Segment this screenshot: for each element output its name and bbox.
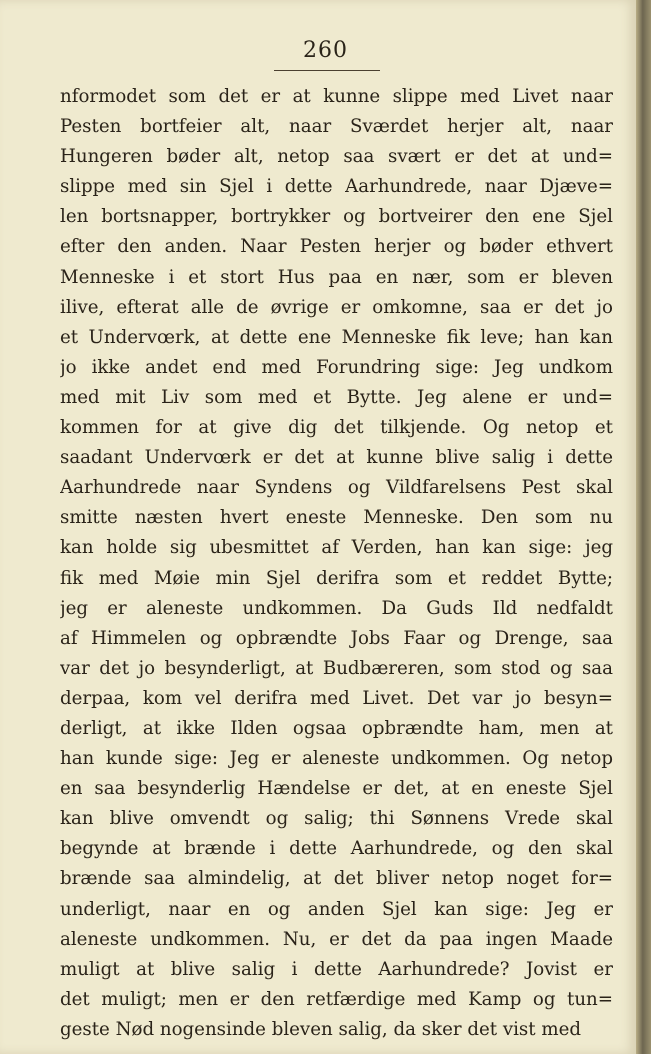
text-line: af Himmelen og opbrændte Jobs Faar og Drenge, saa <box>60 627 613 649</box>
text-line: fik med Møie min Sjel derifra som et reddet Bytte; <box>60 567 613 589</box>
text-line: Menneske i et stort Hus paa en nær, som er bleven <box>60 266 613 288</box>
text-line: Pesten bortfeier alt, naar Sværdet herjer alt, naar <box>60 116 613 138</box>
text-line: brænde saa almindelig, at det bliver netop noget for= <box>60 868 613 890</box>
text-line: det muligt; men er den retfærdige med Kamp og tun= <box>60 988 613 1010</box>
text-line: med mit Liv som med et Bytte. Jeg alene er und= <box>60 386 613 408</box>
text-line: jeg er aleneste undkommen. Da Guds Ild nedfaldt <box>60 597 613 619</box>
text-line: Aarhundrede naar Syndens og Vildfarelsens Pest skal <box>60 477 613 499</box>
text-line: slippe med sin Sjel i dette Aarhundrede, naar Djæve= <box>60 176 613 198</box>
text-line: Hungeren bøder alt, netop saa svært er det at und= <box>60 146 613 168</box>
header-rule <box>274 70 380 71</box>
text-line: underligt, naar en og anden Sjel kan sige: Jeg er <box>60 898 613 920</box>
text-line: han kunde sige: Jeg er aleneste undkommen. Og netop <box>60 748 613 770</box>
body-text <box>60 82 613 1045</box>
text-line: derligt, at ikke Ilden ogsaa opbrændte ham, men at <box>60 717 613 739</box>
text-line: nformodet som det er at kunne slippe med Livet naar <box>60 86 613 107</box>
page-edge <box>636 0 651 1054</box>
text-line: aleneste undkommen. Nu, er det da paa ingen Maade <box>60 928 613 950</box>
text-line: len bortsnapper, bortrykker og bortveirer den ene Sjel <box>60 206 613 228</box>
text-line: derpaa, kom vel derifra med Livet. Det var jo besyn= <box>60 687 613 709</box>
text-line: jo ikke andet end med Forundring sige: Jeg undkom <box>60 356 613 378</box>
text-line: smitte næsten hvert eneste Menneske. Den som nu <box>60 507 613 529</box>
page-number: 260 <box>303 38 348 63</box>
text-line: efter den anden. Naar Pesten herjer og bøder ethvert <box>60 236 613 258</box>
text-line: kan blive omvendt og salig; thi Sønnens Vrede skal <box>60 808 613 830</box>
text-line: var det jo besynderligt, at Budbæreren, som stod og saa <box>60 657 613 679</box>
text-line: ilive, efterat alle de øvrige er omkomne, saa er det jo <box>60 296 613 318</box>
text-line: en saa besynderlig Hændelse er det, at en eneste Sjel <box>60 778 613 800</box>
text-line: muligt at blive salig i dette Aarhundrede? Jovist er <box>60 958 613 980</box>
text-line: kommen for at give dig det tilkjende. Og netop et <box>60 417 613 439</box>
text-line: begynde at brænde i dette Aarhundrede, og den skal <box>60 838 613 860</box>
text-line: et Undervœrk, at dette ene Menneske fik leve; han kan <box>60 326 613 348</box>
text-line: saadant Undervœrk er det at kunne blive salig i dette <box>60 447 613 469</box>
text-line: kan holde sig ubesmittet af Verden, han kan sige: jeg <box>60 537 613 559</box>
text-line: geste Nød nogensinde bleven salig, da sker det vist med <box>60 1018 582 1040</box>
